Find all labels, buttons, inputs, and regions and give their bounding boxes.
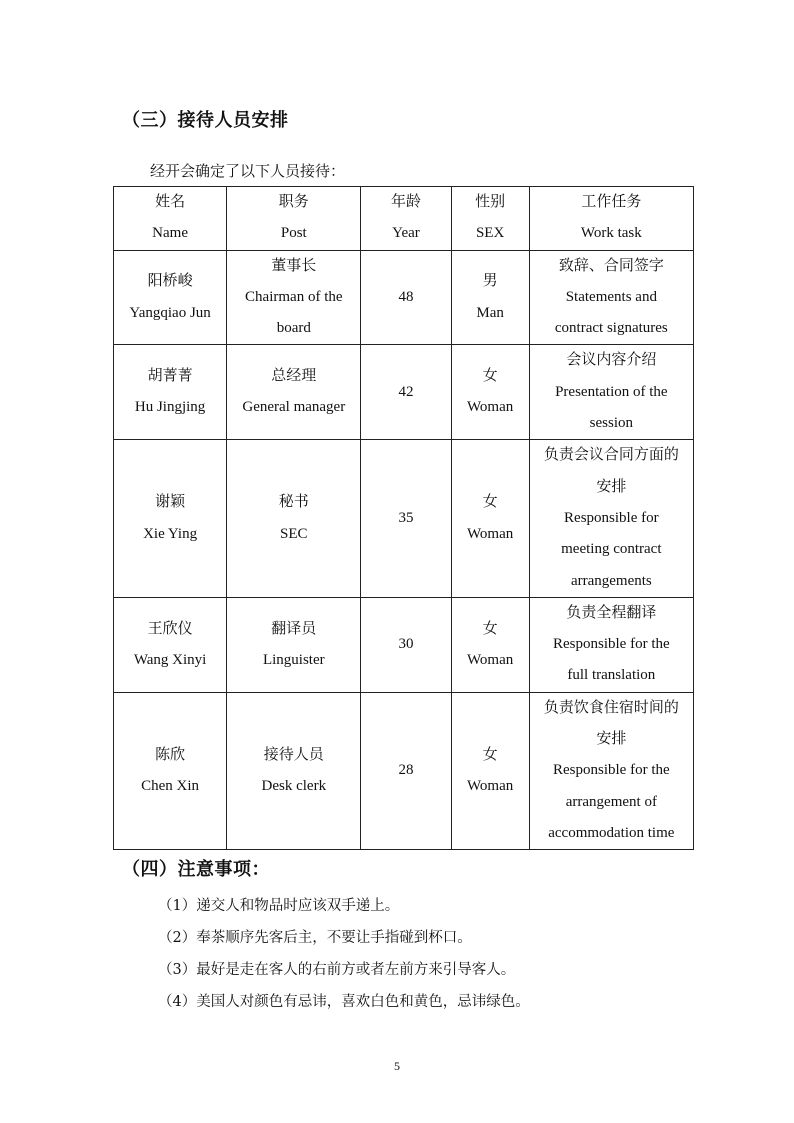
cell-text: 胡菁菁	[147, 368, 193, 385]
cell-text: 会议内容介绍	[566, 352, 657, 369]
cell-sex	[451, 250, 529, 345]
cell-text: 负责会议合同方面的	[543, 447, 679, 464]
cell-text: Linguister	[262, 651, 325, 668]
cell-name	[114, 440, 227, 597]
cell-text: board	[276, 320, 311, 337]
header-text: 年龄	[390, 194, 421, 210]
cell-text: contract signatures	[554, 320, 668, 337]
cell-text: 35	[398, 509, 414, 526]
cell-post	[227, 597, 361, 692]
header-text: Name	[152, 225, 188, 242]
header-text: Work task	[580, 225, 642, 242]
cell-sex	[451, 440, 529, 597]
cell-text: Responsible for	[564, 509, 659, 526]
cell-text: 阳桥峻	[147, 273, 193, 290]
cell-task	[529, 345, 693, 440]
cell-text: Presentation of the	[555, 383, 668, 400]
cell-task	[529, 692, 693, 849]
cell-text: Chen Xin	[141, 777, 200, 794]
list-item: （2）奉茶顺序先客后主，不要让手指碰到杯口。	[158, 930, 472, 946]
cell-task	[529, 440, 693, 597]
cell-text: 女	[482, 746, 498, 763]
cell-age	[361, 250, 451, 345]
cell-text: 男	[482, 273, 498, 290]
cell-text: 女	[482, 368, 498, 385]
header-post	[227, 187, 361, 251]
table-header-row	[114, 187, 694, 251]
intro-text: 经开会确定了以下人员接待：	[150, 162, 346, 180]
cell-text: 总经理	[271, 368, 317, 385]
cell-post	[227, 250, 361, 345]
header-text: 工作任务	[581, 194, 642, 210]
cell-text: 女	[482, 494, 498, 511]
cell-age	[361, 345, 451, 440]
cell-text: General manager	[242, 399, 346, 416]
cell-name	[114, 250, 227, 345]
cell-text: Statements and	[565, 288, 657, 305]
section-heading-reception-arrangement: （三）接待人员安排	[122, 110, 289, 131]
cell-text: 42	[398, 383, 414, 400]
cell-task	[529, 597, 693, 692]
header-text: 性别	[475, 194, 506, 210]
cell-text: 翻译员	[271, 620, 317, 637]
cell-text: 王欣仪	[147, 620, 193, 637]
cell-text: Woman	[466, 399, 514, 416]
cell-text: 秘书	[278, 494, 309, 511]
list-item: （1）递交人和物品时应该双手递上。	[158, 898, 400, 914]
cell-sex	[451, 345, 529, 440]
table-row	[114, 250, 694, 345]
page-number: 5	[394, 1059, 400, 1073]
list-item: （3）最好是走在客人的右前方或者左前方来引导客人。	[158, 962, 516, 978]
cell-text: Responsible for the	[553, 762, 670, 779]
cell-text: Woman	[466, 777, 514, 794]
cell-text: Woman	[466, 651, 514, 668]
cell-text: 负责全程翻译	[566, 604, 657, 621]
cell-text: SEC	[280, 525, 308, 542]
cell-sex	[451, 597, 529, 692]
cell-age	[361, 440, 451, 597]
cell-name	[114, 692, 227, 849]
cell-text: Hu Jingjing	[134, 399, 206, 416]
cell-text: 负责饮食住宿时间的	[543, 699, 679, 716]
cell-text: Desk clerk	[261, 777, 327, 794]
cell-text: 董事长	[271, 257, 317, 274]
cell-task	[529, 250, 693, 345]
cell-text: Xie Ying	[143, 525, 198, 542]
cell-age	[361, 692, 451, 849]
cell-text: 接待人员	[263, 746, 324, 763]
header-sex	[451, 187, 529, 251]
cell-name	[114, 597, 227, 692]
cell-text: Responsible for the	[553, 636, 670, 653]
header-text: SEX	[475, 225, 505, 242]
notes-list	[158, 890, 530, 1018]
table-row	[114, 440, 694, 597]
cell-text: 安排	[596, 478, 627, 495]
cell-name	[114, 345, 227, 440]
cell-text: 谢颖	[155, 494, 186, 511]
reception-staff-table	[113, 186, 694, 850]
cell-text: meeting contract	[561, 541, 662, 558]
section-heading-notes: （四）注意事项：	[122, 859, 270, 880]
cell-text: 28	[398, 762, 414, 779]
cell-text: arrangements	[570, 572, 652, 589]
cell-text: Woman	[466, 525, 514, 542]
cell-text: 48	[398, 288, 414, 305]
cell-post	[227, 692, 361, 849]
cell-text: session	[589, 415, 633, 432]
cell-text: 致辞、合同签字	[558, 257, 664, 274]
cell-text: accommodation time	[548, 824, 675, 841]
header-text: 职务	[278, 194, 309, 210]
table-row	[114, 345, 694, 440]
list-item: （4）美国人对颜色有忌讳，喜欢白色和黄色，忌讳绿色。	[158, 994, 530, 1010]
cell-age	[361, 597, 451, 692]
header-text: Year	[392, 225, 420, 242]
cell-sex	[451, 692, 529, 849]
cell-text: Wang Xinyi	[133, 651, 207, 668]
cell-text: Man	[476, 304, 504, 321]
cell-text: Yangqiao Jun	[129, 304, 211, 321]
table-row	[114, 692, 694, 849]
cell-text: full translation	[567, 667, 656, 684]
cell-text: 陈欣	[155, 746, 186, 763]
header-text: Post	[280, 225, 307, 242]
cell-text: arrangement of	[565, 793, 657, 810]
header-age	[361, 187, 451, 251]
cell-text: 30	[398, 636, 414, 653]
header-name	[114, 187, 227, 251]
cell-post	[227, 440, 361, 597]
cell-post	[227, 345, 361, 440]
table-row	[114, 597, 694, 692]
cell-text: 安排	[596, 731, 627, 748]
header-text: 姓名	[155, 194, 186, 210]
cell-text: 女	[482, 620, 498, 637]
cell-text: Chairman of the	[245, 288, 343, 305]
header-task	[529, 187, 693, 251]
